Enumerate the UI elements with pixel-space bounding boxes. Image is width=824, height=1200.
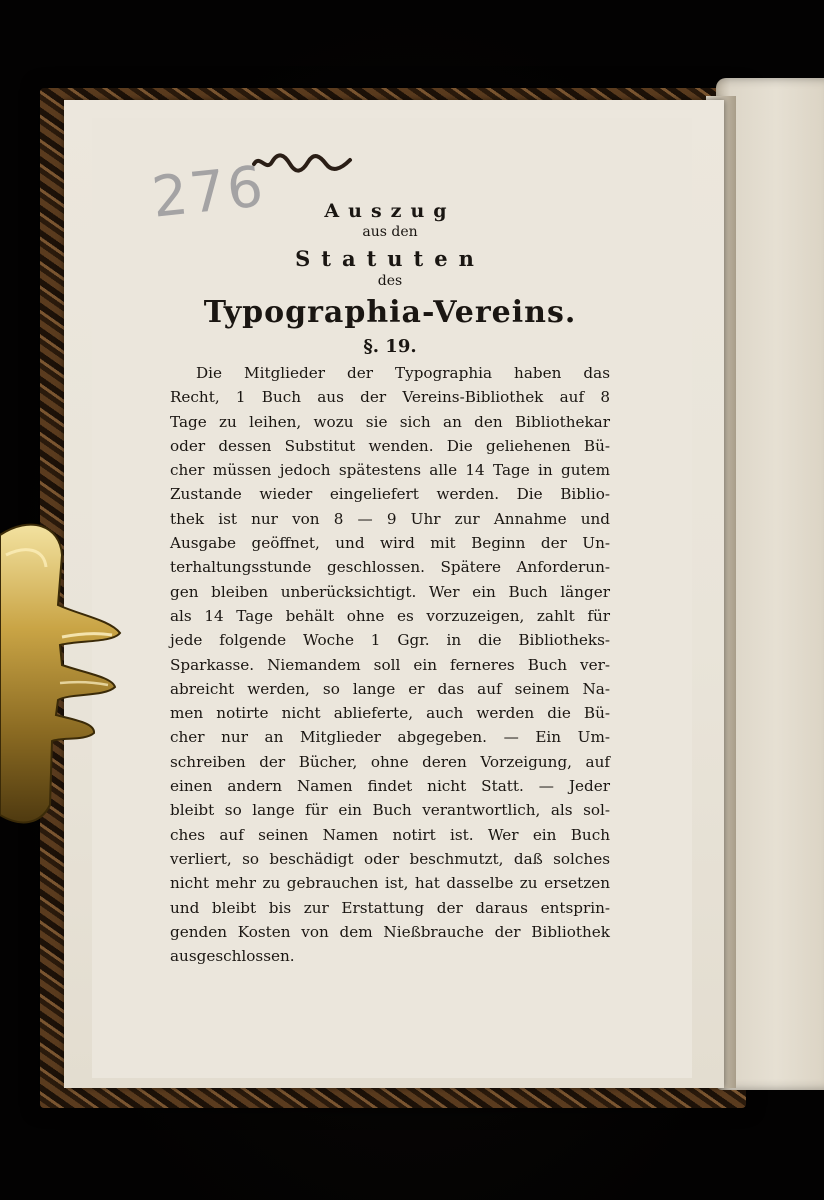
text-line: gen bleiben unberücksichtigt. Wer ein Buch länger: [170, 582, 610, 601]
text-line: Sparkasse. Niemandem soll ein ferneres Buch ver-: [170, 655, 610, 674]
pencil-number: 276: [148, 154, 268, 231]
text-line: jede folgende Woche 1 Ggr. in die Bibliotheks-: [170, 631, 610, 650]
text-line: als 14 Tage behält ohne es vorzuzeigen, zahlt für: [170, 606, 610, 625]
heading-des: des: [377, 273, 403, 289]
heading-statuten: Statuten: [295, 246, 485, 271]
text-line: oder dessen Substitut wenden. Die geliehenen Bü-: [170, 436, 610, 455]
text-line: Die Mitglieder der Typographia haben das: [196, 364, 610, 382]
heading-aus-den: aus den: [362, 224, 418, 240]
text-line: und bleibt bis zur Erstattung der daraus entsprin-: [170, 898, 610, 917]
text-line: Tage zu leihen, wozu sie sich an den Bibliothekar: [170, 412, 610, 431]
ink-scribble-icon: [250, 150, 355, 176]
brass-clasp-icon: [0, 515, 125, 835]
heading-typographia-vereins: Typographia-Vereins.: [203, 295, 577, 330]
text-line: Zustande wieder eingeliefert werden. Die Biblio-: [170, 485, 610, 504]
section-number: §. 19.: [363, 336, 417, 357]
text-line: verliert, so beschädigt oder beschmutzt, daß solches: [170, 849, 610, 868]
text-line: ausgeschlossen.: [170, 947, 295, 966]
text-line: nicht mehr zu gebrauchen ist, hat dasselbe zu ersetzen: [170, 874, 610, 893]
text-line: cher nur an Mitglieder abgegeben. — Ein Um-: [170, 728, 610, 747]
text-line: cher müssen jedoch spätestens alle 14 Tage in gutem: [170, 461, 610, 480]
text-line: terhaltungsstunde geschlossen. Spätere Anforderun-: [170, 558, 610, 577]
text-line: thek ist nur von 8 — 9 Uhr zur Annahme und: [170, 509, 610, 528]
text-line: schreiben der Bücher, ohne deren Vorzeigung, auf: [170, 752, 610, 771]
statute-paragraph: [170, 361, 610, 968]
text-line: Recht, 1 Buch aus der Vereins-Bibliothek auf 8: [170, 388, 610, 407]
text-line: abreicht werden, so lange er das auf seinem Na-: [170, 679, 610, 698]
text-line: einen andern Namen findet nicht Statt. — Jeder: [170, 777, 610, 796]
statute-text-block: [170, 200, 610, 968]
text-line: ches auf seinen Namen notirt ist. Wer ein Buch: [170, 825, 610, 844]
text-line: Ausgabe geöffnet, und wird mit Beginn der Un-: [170, 534, 610, 553]
text-line: men notirte nicht ablieferte, auch werden die Bü-: [170, 704, 610, 723]
text-line: bleibt so lange für ein Buch verantwortlich, als sol-: [170, 801, 610, 820]
heading-auszug: Auszug: [324, 200, 456, 222]
text-line: genden Kosten von dem Nießbrauche der Bibliothek: [170, 922, 610, 941]
